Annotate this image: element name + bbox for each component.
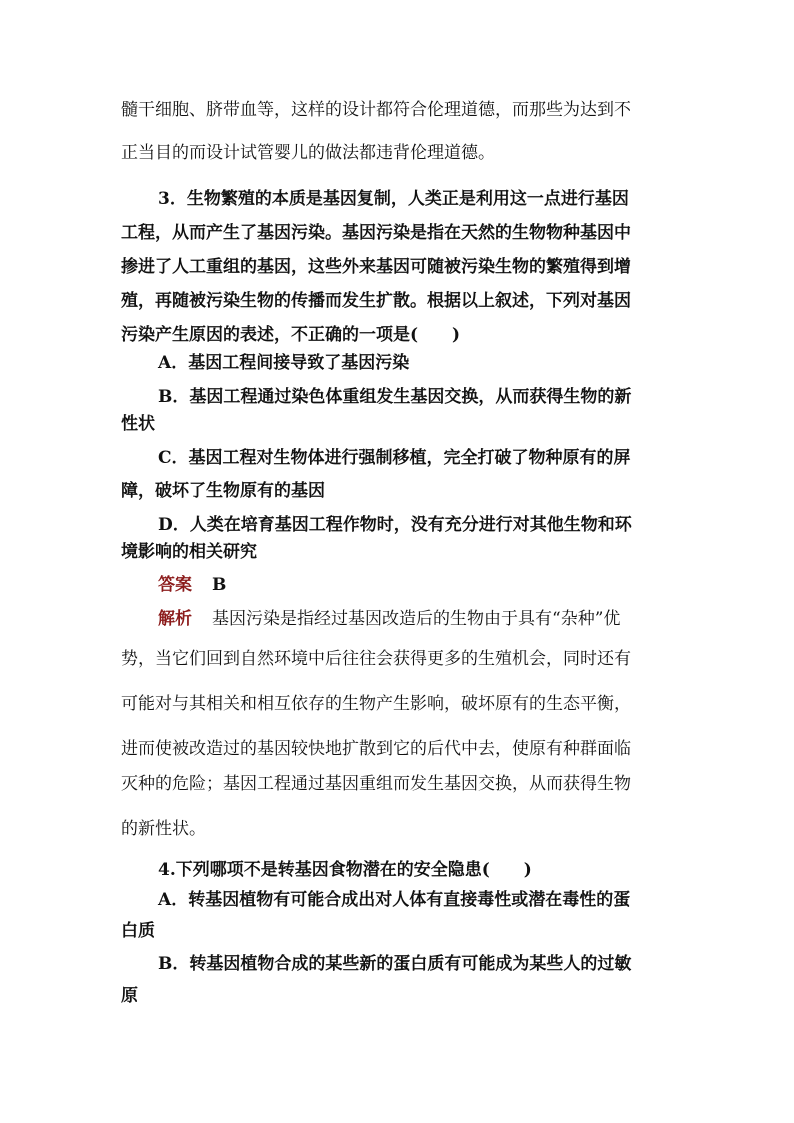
analysis-line: 势，当它们回到自然环境中后往往会获得更多的生殖机会，同时还有	[121, 649, 631, 669]
question-3-option-b: B．基因工程通过染色体重组发生基因交换，从而获得生物的新	[158, 387, 632, 407]
question-4-option-b-cont: 原	[121, 986, 138, 1006]
answer-row	[158, 574, 718, 596]
question-3-option-b-cont: 性状	[121, 414, 155, 434]
answer-value: B	[212, 575, 227, 595]
analysis-line: 灭种的危险；基因工程通过基因重组而发生基因交换，从而获得生物	[121, 774, 631, 794]
passage-line: 正当目的而设计试管婴儿的做法都违背伦理道德。	[121, 143, 495, 163]
analysis-line: 进而使被改造过的基因较快地扩散到它的后代中去，使原有种群面临	[121, 739, 631, 759]
question-3-option-c-cont: 障，破坏了生物原有的基因	[121, 481, 325, 501]
question-3-option-d-cont: 境影响的相关研究	[121, 542, 257, 562]
question-3-option-c: C．基因工程对生物体进行强制移植，完全打破了物种原有的屏	[158, 448, 631, 468]
answer-label: 答案	[158, 575, 192, 595]
question-4-option-b: B．转基因植物合成的某些新的蛋白质有可能成为某些人的过敏	[158, 954, 632, 974]
analysis-text: 基因污染是指经过基因改造后的生物由于具有“杂种”优	[212, 609, 621, 629]
analysis-label: 解析	[158, 609, 192, 629]
question-3-stem-line: 殖，再随被污染生物的传播而发生扩散。根据以上叙述，下列对基因	[121, 291, 631, 311]
question-3-stem-line: 工程，从而产生了基因污染。基因污染是指在天然的生物物种基因中	[121, 223, 631, 243]
analysis-line: 可能对与其相关和相互依存的生物产生影响，破坏原有的生态平衡，	[121, 694, 631, 714]
analysis-line: 的新性状。	[121, 819, 206, 839]
question-3-stem-line: 掺进了人工重组的基因，这些外来基因可随被污染生物的繁殖得到增	[121, 257, 631, 277]
question-4-option-a-cont: 白质	[121, 921, 155, 941]
passage-line: 髓干细胞、脐带血等，这样的设计都符合伦理道德，而那些为达到不	[121, 100, 631, 120]
question-3-option-d: D．人类在培育基因工程作物时，没有充分进行对其他生物和环	[158, 515, 632, 535]
question-3-stem-line: 3．生物繁殖的本质是基因复制，人类正是利用这一点进行基因	[158, 189, 629, 209]
question-3-stem-line: 污染产生原因的表述，不正确的一项是( )	[121, 325, 461, 345]
question-4-option-a: A．转基因植物有可能合成出对人体有直接毒性或潜在毒性的蛋	[158, 890, 631, 910]
analysis-first-line	[158, 608, 718, 630]
question-4-stem: 4.下列哪项不是转基因食物潜在的安全隐患( )	[158, 860, 532, 880]
question-3-option-a: A．基因工程间接导致了基因污染	[158, 353, 410, 373]
